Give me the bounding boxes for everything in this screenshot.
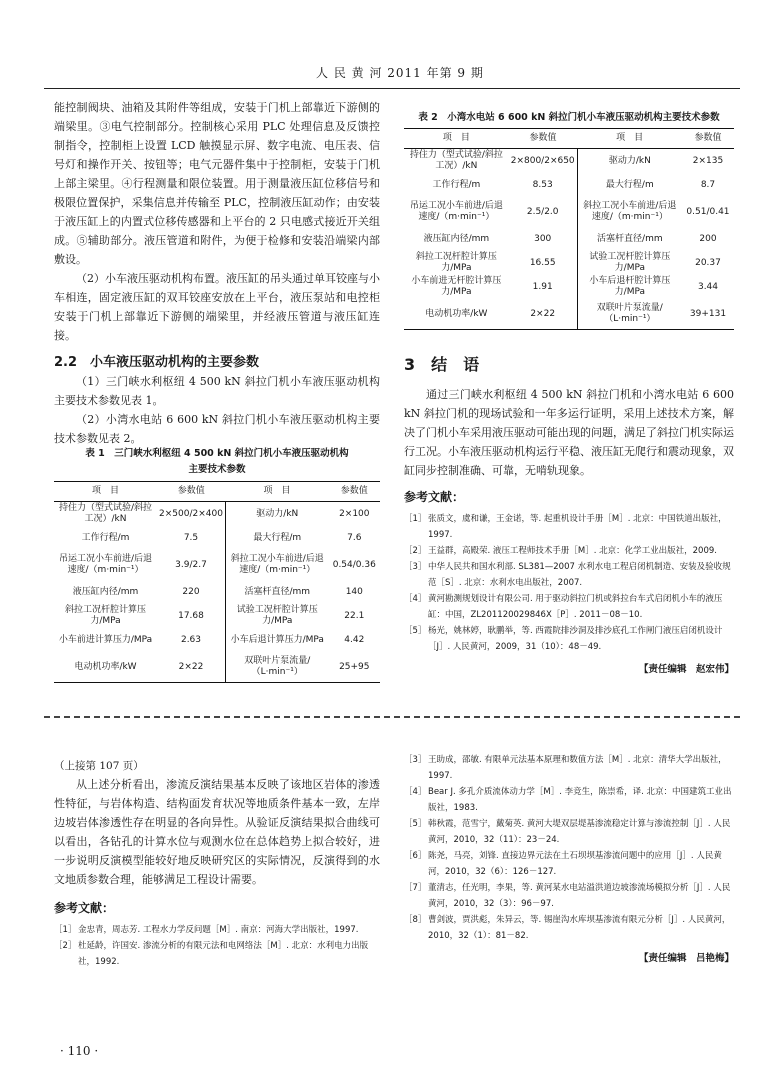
reference-number: ［7］	[404, 883, 427, 893]
references-top	[404, 488, 734, 675]
table-cell: 液压缸内径/mm	[423, 233, 490, 244]
table-row	[54, 628, 380, 652]
reference-number: ［6］	[404, 851, 427, 861]
reference-number: ［1］	[54, 925, 77, 935]
table-row	[54, 604, 380, 628]
table-cell: 小车后退计算压力/MPa	[230, 634, 324, 645]
table-cell: 0.51/0.41	[686, 206, 730, 217]
table-cell: 持住力（型式试验/斜拉工况）/kN	[409, 150, 503, 171]
continued-from: （上接第 107 页）	[54, 760, 144, 772]
table-1-caption-line-1: 表 1 三门峡水利枢纽 4 500 kN 斜拉门机小车液压驱动机构	[85, 448, 349, 459]
table-header-cell: 参数值	[329, 482, 380, 502]
table-cell: 液压缸内径/mm	[72, 586, 139, 597]
paragraph-1: 能控制阀块、油箱及其附件等组成，安装于门机上部靠近下游侧的端梁里。③电气控制部分。控制核心采用 PLC 处理信息及反馈控制指令，控制柜上设置 LCD 触摸显示屏、数字电流、电压表、信号灯和操作开关、按钮等；电气元器件集中于控制柜，安装于门机上部主梁里。④行程测量和限位装置。用于测量液压缸位移信号和极限位置保护，采集信息并传输至 PLC，控制液压缸动作；由安装于液压缸上的内置式位移传感器和上平台的 2 只电感式接近开关组成。⑤辅助部分。液压管道和附件，为便于检修和安装沿端梁内部敷设。	[54, 101, 380, 266]
table-cell: 双联叶片泵流量/（L·min⁻¹）	[225, 652, 328, 683]
table-cell: 2×800/2×650	[509, 149, 577, 174]
reference-item	[404, 543, 734, 559]
reference-number: ［2］	[404, 546, 427, 556]
table-cell: 持住力（型式试验/斜拉工况）/kN	[58, 503, 153, 524]
table-header-cell: 项 目	[404, 129, 509, 149]
table-cell: 驱动力/kN	[608, 155, 651, 166]
table-cell: 斜拉工况小车前进/后退速度/（m·min⁻¹）	[583, 201, 677, 222]
table-cell: 3.9/2.7	[157, 550, 225, 580]
table-row	[54, 526, 380, 550]
table-cell: 8.7	[700, 179, 716, 190]
reference-number: ［2］	[54, 941, 77, 951]
table-cell: 2×500/2×400	[157, 502, 225, 527]
table-cell: 工作行程/m	[81, 532, 130, 543]
table-cell: 电动机功率/kW	[54, 652, 157, 683]
table-1-caption-line-2: 主要技术参数	[188, 464, 246, 475]
table-row	[404, 197, 734, 227]
table-cell: 斜拉工况小车前进/后退速度/（m·min⁻¹）	[230, 554, 324, 575]
reference-item	[404, 511, 734, 543]
table-cell: 2×22	[509, 299, 577, 330]
table-cell: 7.6	[347, 532, 362, 543]
table-header-cell: 项 目	[577, 129, 682, 149]
table-cell: 22.1	[344, 610, 365, 621]
editor-credit-top: 【责任编辑 赵宏伟】	[638, 664, 734, 675]
reference-item	[404, 912, 734, 944]
bottom-references-title: 参考文献：	[54, 901, 115, 915]
table-row	[404, 299, 734, 330]
table-cell: 7.5	[157, 526, 225, 550]
table-cell: 39+131	[682, 299, 734, 330]
table-cell: 吊运工况小车前进/后退速度/（m·min⁻¹）	[409, 201, 503, 222]
table-cell: 电动机功率/kW	[404, 299, 509, 330]
table-cell: 2×22	[157, 652, 225, 683]
table-2-caption: 表 2 小湾水电站 6 600 kN 斜拉门机小车液压驱动机构主要技术参数	[418, 112, 720, 123]
reference-text: 王益群，高殿荣. 液压工程师技术手册［M］. 北京：化学工业出版社，2009.	[428, 546, 717, 556]
table-cell: 25+95	[329, 652, 380, 683]
table-2	[404, 110, 734, 330]
bottom-left-text: 从上述分析看出，渗流反演结果基本反映了该地区岩体的渗透性特征，与岩体构造、结构面发育状况等地质条件基本一致，左岸边坡岩体渗透性存在明显的各向异性。从验证反演结果拟合曲线可以看出，各钻孔的计算水位与观测水位在总体趋势上拟合较好，进一步说明反演模型能较好地反映研究区的实际情况，反演得到的水文地质参数合理，能够满足工程设计需要。	[54, 778, 380, 886]
editor-credit-bottom: 【责任编辑 吕艳梅】	[638, 953, 734, 964]
section-2-2-title: 2.2 小车液压驱动机构的主要参数	[54, 355, 260, 370]
table-cell: 8.53	[509, 173, 577, 197]
reference-text: 黄河勘测规划设计有限公司. 用于驱动斜拉门机或斜拉台车式启闭机小车的液压缸：中国，ZL201120029846X［P］. 2011－08－10.	[428, 594, 723, 620]
table-cell: 试验工况杆腔计算压力/MPa	[589, 252, 671, 273]
reference-text: 中华人民共和国水利部. SL381—2007 水利水电工程启闭机制造、安装及验收规范［S］. 北京：水利水电出版社，2007.	[428, 562, 731, 588]
table-2-grid	[404, 128, 734, 330]
reference-text: 杨光，姚林婷，耿鹏举，等. 西霞院排沙洞及排沙底孔工作闸门液压启闭机设计［J］. 人民黄河，2009，31（10）：48－49.	[428, 626, 723, 652]
table-row	[404, 173, 734, 197]
table-cell: 140	[345, 586, 363, 597]
table-row	[54, 502, 380, 527]
table-1	[54, 446, 380, 683]
reference-text: 陈尧，马亮，刘锋. 直接边界元法在土石坝坝基渗流问题中的应用［J］. 人民黄河，2010，32（6）：126－127.	[428, 851, 722, 877]
bottom-left-column	[54, 758, 380, 970]
references-title: 参考文献：	[404, 490, 465, 504]
conclusion-title: 3 结 语	[404, 355, 480, 374]
reference-text: 王助成，邵敏. 有限单元法基本原理和数值方法［M］. 北京：清华大学出版社，1997.	[428, 755, 727, 781]
reference-item	[404, 591, 734, 623]
table-cell: 最大行程/m	[253, 532, 302, 543]
reference-text: 张质文，虞和谦，王金诺，等. 起重机设计手册［M］. 北京：中国铁道出版社，1997.	[428, 514, 727, 540]
reference-text: 金忠青，周志芳. 工程水力学反问题［M］. 南京：河海大学出版社，1997.	[78, 925, 359, 935]
table-row	[404, 251, 734, 275]
table-cell: 小车后退杆腔计算压力/MPa	[589, 276, 671, 297]
reference-item	[404, 816, 734, 848]
table-row	[54, 580, 380, 604]
table-header-cell: 参数值	[157, 482, 225, 502]
section-divider	[44, 716, 740, 718]
reference-number: ［8］	[404, 915, 427, 925]
table-cell: 20.37	[695, 257, 721, 268]
table-cell: 双联叶片泵流量/（L·min⁻¹）	[577, 299, 682, 330]
table-header-cell: 项 目	[225, 482, 328, 502]
header-rule	[44, 88, 740, 89]
reference-item	[54, 938, 380, 970]
left-column	[54, 98, 380, 448]
bottom-right-references	[404, 752, 734, 944]
table-cell: 试验工况杆腔计算压力/MPa	[236, 605, 318, 626]
page-number: · 110 ·	[60, 1044, 99, 1058]
table-cell: 200	[699, 233, 717, 244]
reference-text: 曹剑波，贾洪彪，朱异云，等. 锡崖沟水库坝基渗流有限元分析［J］. 人民黄河，2010，32（1）：81－82.	[428, 915, 731, 941]
table-cell: 2.63	[157, 628, 225, 652]
references-list	[404, 511, 734, 655]
table-cell: 0.54/0.36	[332, 559, 376, 570]
reference-number: ［4］	[404, 594, 427, 604]
table-1-grid	[54, 481, 380, 683]
bottom-left-references	[54, 922, 380, 970]
reference-text: 杜延龄，许国安. 渗流分析的有限元法和电网络法［M］. 北京：水利电力出版社，1992.	[78, 941, 369, 967]
reference-item	[404, 848, 734, 880]
table-row	[54, 652, 380, 683]
reference-number: ［1］	[404, 514, 427, 524]
table-cell: 活塞杆直径/mm	[597, 233, 663, 244]
reference-item	[404, 752, 734, 784]
table-cell: 4.42	[344, 634, 365, 645]
reference-number: ［4］	[404, 787, 427, 797]
paragraph-3: （1）三门峡水利枢纽 4 500 kN 斜拉门机小车液压驱动机构主要技术参数见表 1。	[54, 375, 380, 407]
table-cell: 300	[509, 227, 577, 251]
table-cell: 斜拉工况杆腔计算压力/MPa	[415, 252, 497, 273]
paragraph-2: （2）小车液压驱动机构布置。液压缸的吊头通过单耳铰座与小车相连，固定液压缸的双耳铰座安放在上平台，液压泵站和电控柜安装于门机上部靠近下游侧的端梁里，并经液压管道与液压缸连接。	[54, 272, 380, 342]
table-row	[404, 275, 734, 299]
reference-text: Bear J. 多孔介质流体动力学［M］. 李竞生，陈崇希，译. 北京：中国建筑工业出版社，1983.	[428, 787, 732, 813]
table-header-cell: 项 目	[54, 482, 157, 502]
table-row	[54, 550, 380, 580]
reference-number: ［3］	[404, 562, 427, 572]
conclusion-text: 通过三门峡水利枢纽 4 500 kN 斜拉门机和小湾水电站 6 600 kN 斜拉门机的现场试验和一年多运行证明，采用上述技术方案，解决了门机小车采用液压驱动可能出现的问题，满足了斜拉门机实际运行工况。小车液压驱动机构运行平稳、液压缸无爬行和震动现象，双缸同步控制准确、可靠，无啃轨现象。	[404, 388, 734, 477]
table-cell: 3.44	[697, 281, 719, 292]
table-cell: 小车前进计算压力/MPa	[58, 634, 153, 645]
table-cell: 活塞杆直径/mm	[244, 586, 311, 597]
table-cell: 小车前进无杆腔计算压力/MPa	[411, 276, 502, 297]
reference-item	[404, 880, 734, 912]
table-cell: 吊运工况小车前进/后退速度/（m·min⁻¹）	[58, 554, 153, 575]
reference-number: ［3］	[404, 755, 427, 765]
table-cell: 220	[157, 580, 225, 604]
table-cell: 2×135	[692, 155, 724, 166]
reference-number: ［5］	[404, 819, 427, 829]
table-cell: 17.68	[157, 604, 225, 628]
table-cell: 驱动力/kN	[256, 508, 299, 519]
table-row	[404, 227, 734, 251]
table-header-cell: 参数值	[682, 129, 734, 149]
table-cell: 16.55	[509, 251, 577, 275]
paragraph-4: （2）小湾水电站 6 600 kN 斜拉门机小车液压驱动机构主要技术参数见表 2。	[54, 413, 380, 445]
reference-item	[404, 559, 734, 591]
bottom-right-column	[404, 752, 734, 964]
journal-header: 人 民 黄 河 2011 年第 9 期	[316, 66, 484, 80]
reference-number: ［5］	[404, 626, 427, 636]
table-header-cell: 参数值	[509, 129, 577, 149]
reference-item	[54, 922, 380, 938]
table-cell: 1.91	[509, 275, 577, 299]
reference-item	[404, 623, 734, 655]
table-cell: 2×100	[339, 508, 370, 519]
table-cell: 工作行程/m	[432, 179, 481, 190]
table-cell: 斜拉工况杆腔计算压力/MPa	[65, 605, 147, 626]
reference-item	[404, 784, 734, 816]
conclusion	[404, 352, 734, 480]
reference-text: 董清志，任光明，李果，等. 黄河某水电站溢洪道边坡渗流场模拟分析［J］. 人民黄河，2010，32（3）：96－97.	[428, 883, 731, 909]
reference-text: 韩秋霞，范雪宁，戴菊英. 黄河大堤双层堤基渗流稳定计算与渗流控制［J］. 人民黄河，2010，32（11）：23－24.	[428, 819, 731, 845]
table-cell: 最大行程/m	[605, 179, 654, 190]
table-row	[404, 149, 734, 174]
table-cell: 2.5/2.0	[509, 197, 577, 227]
